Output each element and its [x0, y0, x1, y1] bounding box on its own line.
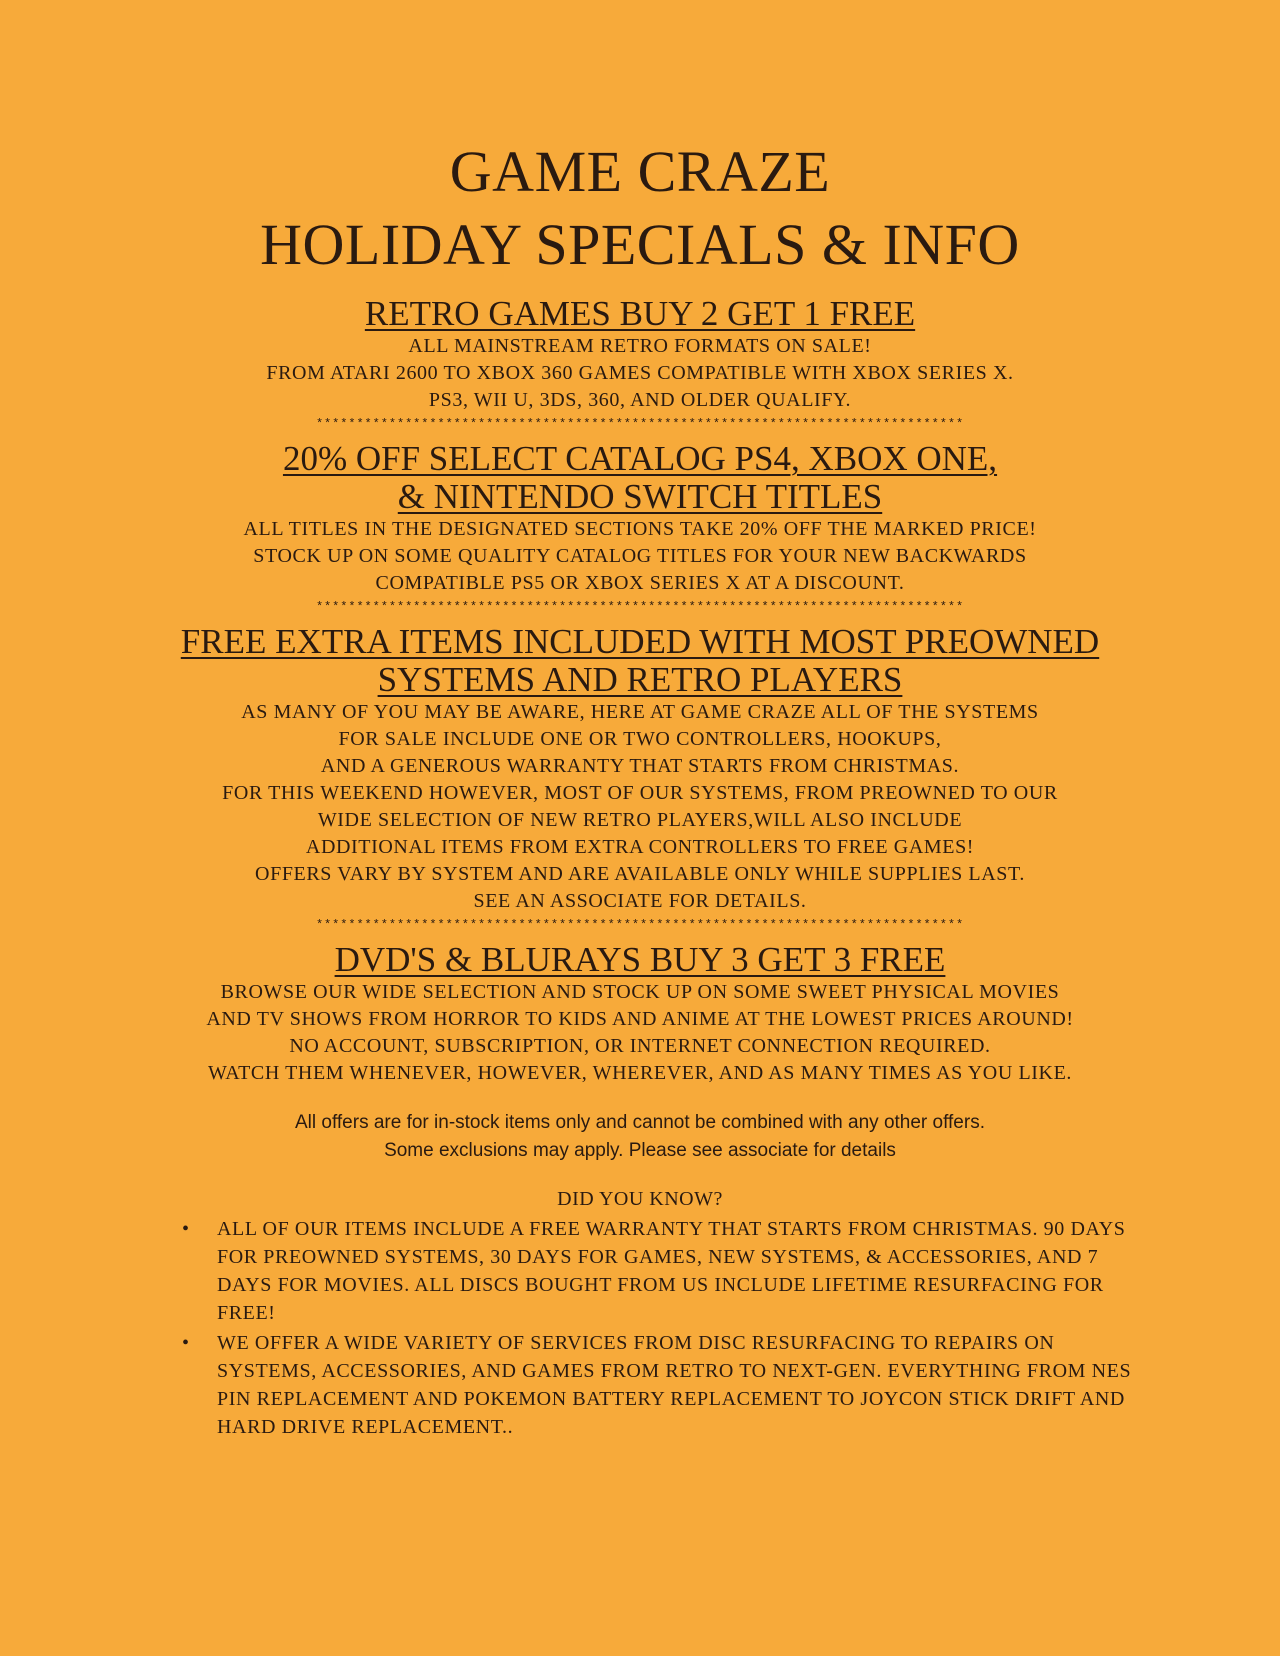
- bullet-icon: •: [182, 1218, 190, 1240]
- list-item: [0, 1329, 1147, 1441]
- section-heading: SYSTEMS AND RETRO PLAYERS: [377, 660, 903, 699]
- flyer-title-line-1: GAME CRAZE: [449, 139, 831, 204]
- did-you-know-title: DID YOU KNOW?: [557, 1188, 723, 1210]
- section-body-line: COMPATIBLE PS5 OR XBOX SERIES X AT A DISCOUNT.: [375, 572, 905, 594]
- bullet-icon: •: [182, 1332, 190, 1354]
- section-heading: 20% OFF SELECT CATALOG PS4, XBOX ONE,: [282, 439, 998, 478]
- section-free-extra-items: [0, 623, 1280, 915]
- did-you-know-list: [0, 1215, 1280, 1441]
- section-body-line: OFFERS VARY BY SYSTEM AND ARE AVAILABLE ONLY WHILE SUPPLIES LAST.: [255, 863, 1025, 885]
- list-item: [0, 1215, 1147, 1327]
- section-body-line: NO ACCOUNT, SUBSCRIPTION, OR INTERNET CONNECTION REQUIRED.: [289, 1035, 991, 1057]
- section-heading: FREE EXTRA ITEMS INCLUDED WITH MOST PREOWNED: [180, 622, 1100, 661]
- section-body-line: ALL TITLES IN THE DESIGNATED SECTIONS TAKE 20% OFF THE MARKED PRICE!: [243, 518, 1037, 540]
- section-retro-games: [0, 295, 1280, 414]
- section-body-line: ADDITIONAL ITEMS FROM EXTRA CONTROLLERS TO FREE GAMES!: [305, 836, 975, 858]
- section-dvd-bluray: [0, 941, 1280, 1087]
- section-body-line: FOR SALE INCLUDE ONE OR TWO CONTROLLERS, HOOKUPS,: [338, 728, 942, 750]
- flyer-title-line-2: HOLIDAY SPECIALS & INFO: [260, 212, 1020, 277]
- section-body-line: SEE AN ASSOCIATE FOR DETAILS.: [473, 890, 807, 912]
- section-body-line: AND TV SHOWS FROM HORROR TO KIDS AND ANIME AT THE LOWEST PRICES AROUND!: [206, 1008, 1074, 1030]
- star-separator: ********************************************************************************: [315, 417, 965, 431]
- list-item-text: WE OFFER A WIDE VARIETY OF SERVICES FROM DISC RESURFACING TO REPAIRS ON SYSTEMS, ACCESSORIES, AND GAMES FROM RETRO TO NEXT-GEN. EVERYTHING FROM NES PIN REPLACEMENT AND POKEMON BATTERY REPLACEMENT TO JOYCON STICK DRIFT AND HARD DRIVE REPLACEMENT..: [217, 1332, 1132, 1438]
- disclaimer-line: Some exclusions may apply. Please see associate for details: [384, 1140, 896, 1161]
- section-body-line: PS3, WII U, 3DS, 360, AND OLDER QUALIFY.: [428, 389, 852, 411]
- section-body-line: AS MANY OF YOU MAY BE AWARE, HERE AT GAME CRAZE ALL OF THE SYSTEMS: [241, 701, 1039, 723]
- offer-disclaimer: [0, 1109, 1280, 1165]
- section-heading: DVD'S & BLURAYS BUY 3 GET 3 FREE: [334, 940, 946, 979]
- section-body-line: WIDE SELECTION OF NEW RETRO PLAYERS,WILL ALSO INCLUDE: [317, 809, 963, 831]
- star-separator: ********************************************************************************: [315, 918, 965, 932]
- section-body-line: FOR THIS WEEKEND HOWEVER, MOST OF OUR SYSTEMS, FROM PREOWNED TO OUR: [222, 782, 1058, 804]
- list-item-text: ALL OF OUR ITEMS INCLUDE A FREE WARRANTY THAT STARTS FROM CHRISTMAS. 90 DAYS FOR PREOWNED SYSTEMS, 30 DAYS FOR GAMES, NEW SYSTEMS, & ACCESSORIES, AND 7 DAYS FOR MOVIES. ALL DISCS BOUGHT FROM US INCLUDE LIFETIME RESURFACING FOR FREE!: [217, 1218, 1126, 1324]
- star-separator: ********************************************************************************: [315, 600, 965, 614]
- section-body-line: FROM ATARI 2600 TO XBOX 360 GAMES COMPATIBLE WITH XBOX SERIES X.: [266, 362, 1014, 384]
- section-body-line: BROWSE OUR WIDE SELECTION AND STOCK UP ON SOME SWEET PHYSICAL MOVIES: [220, 981, 1060, 1003]
- section-heading: & NINTENDO SWITCH TITLES: [397, 477, 883, 516]
- section-catalog-discount: [0, 440, 1280, 597]
- section-body-line: AND A GENEROUS WARRANTY THAT STARTS FROM CHRISTMAS.: [320, 755, 960, 777]
- section-body-line: WATCH THEM WHENEVER, HOWEVER, WHEREVER, AND AS MANY TIMES AS YOU LIKE.: [207, 1062, 1073, 1084]
- section-body-line: STOCK UP ON SOME QUALITY CATALOG TITLES FOR YOUR NEW BACKWARDS: [253, 545, 1027, 567]
- section-body-line: ALL MAINSTREAM RETRO FORMATS ON SALE!: [408, 335, 872, 357]
- section-heading: RETRO GAMES BUY 2 GET 1 FREE: [364, 294, 916, 333]
- disclaimer-line: All offers are for in-stock items only and cannot be combined with any other offers.: [295, 1112, 985, 1133]
